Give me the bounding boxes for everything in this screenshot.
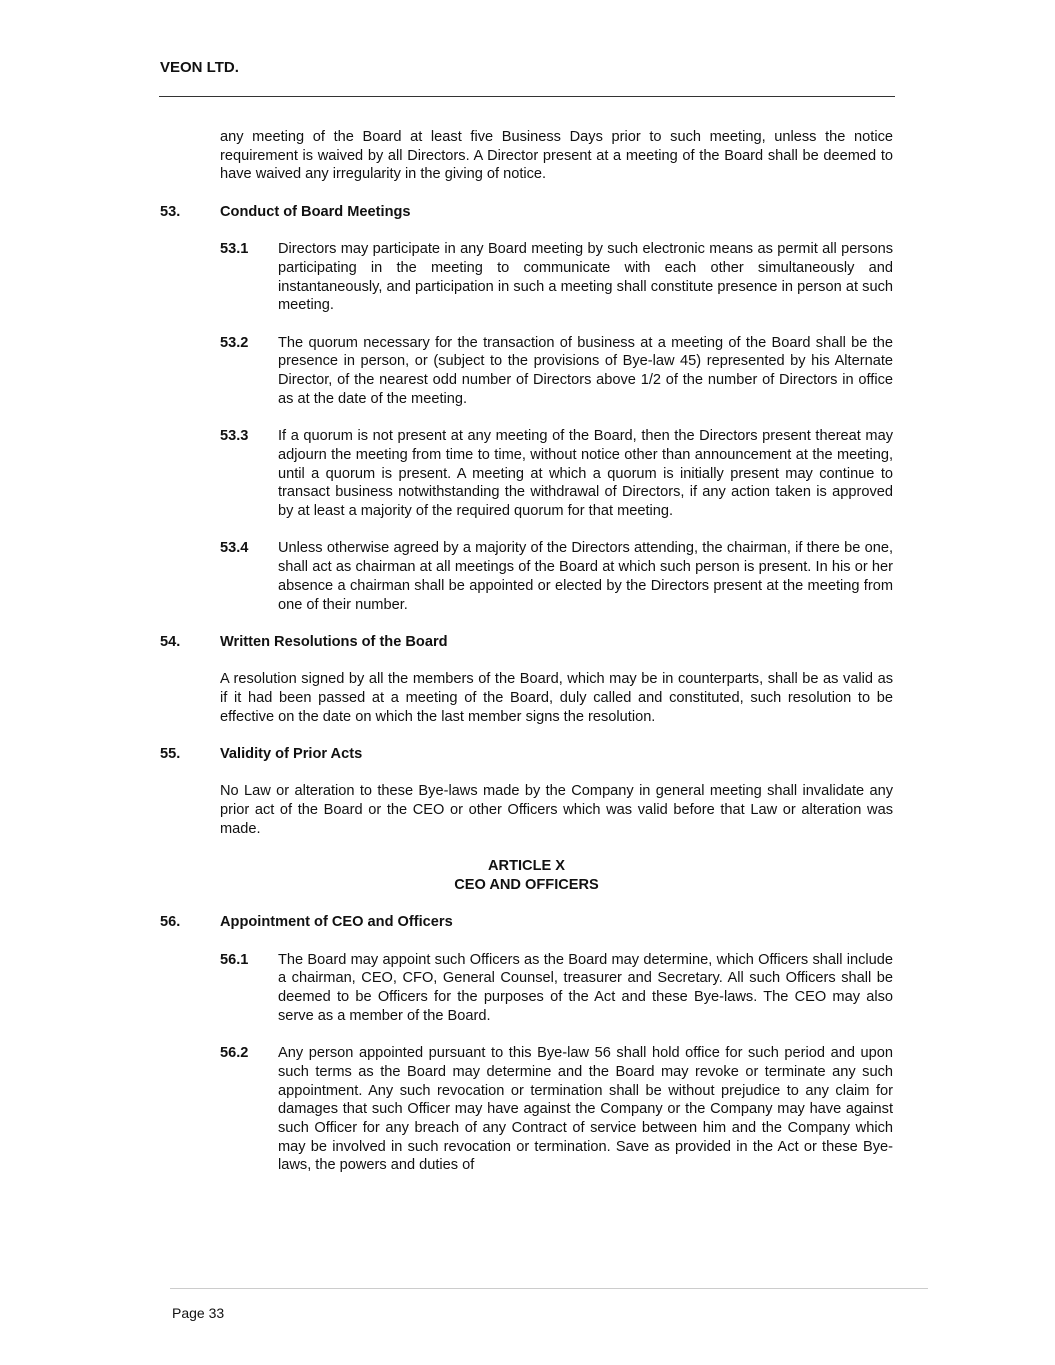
section-number: 54.: [160, 633, 181, 650]
clause-53-4: [220, 539, 893, 614]
clause-56-2: [220, 1044, 893, 1175]
clause-text: Any person appointed pursuant to this Bye-law 56 shall hold office for such period and upon such terms as the Board may determine and the Board may revoke or terminate any such appointment. Any such revocation or termination shall be without prejudice to any claim for damages that such Officer may have against the Company or the Company may have against such Officer for any breach of any Contract of service between him and the Company which may be involved in such revocation or termination. Save as provided in the Act or these Bye-laws, the powers and duties of: [278, 1045, 893, 1174]
footer-divider: [170, 1288, 928, 1289]
clause-text: Unless otherwise agreed by a majority of the Directors attending, the chairman, if there be one, shall act as chairman at all meetings of the Board at which such person is present. In his or her absence a chairman shall be appointed or elected by the Directors present at the meeting from one of their number.: [278, 540, 893, 613]
section-54-text: A resolution signed by all the members of the Board, which may be in counterparts, shall be as valid as if it had been passed at a meeting of the Board, duly called and constituted, such resolution to be effective on the date on which the last member signs the resolution.: [220, 671, 893, 725]
section-heading-56: [160, 913, 893, 932]
section-title: Written Resolutions of the Board: [220, 633, 448, 650]
clause-number: 53.1: [220, 241, 249, 258]
clause-number: 56.1: [220, 951, 249, 968]
section-number: 55.: [160, 746, 181, 763]
section-title: Appointment of CEO and Officers: [220, 914, 453, 931]
clause-number: 53.4: [220, 540, 249, 557]
clause-56-1: [220, 951, 893, 1026]
intro-paragraph: any meeting of the Board at least five Business Days prior to such meeting, unless the notice requirement is waived by all Directors. A Director present at a meeting of the Board shall be deemed to have waived any irregularity in the giving of notice.: [220, 129, 893, 183]
section-55-text: No Law or alteration to these Bye-laws made by the Company in general meeting shall invalidate any prior act of the Board or the CEO or other Officers which was valid before that Law or alteration was made.: [220, 783, 893, 837]
clause-text: If a quorum is not present at any meeting of the Board, then the Directors present thereat may adjourn the meeting from time to time, without notice other than announcement at the meeting, until a quorum is present. A meeting at which a quorum is initially present may continue to transact business notwithstanding the withdrawal of Directors, if any action taken is approved by at least a majority of the required quorum for that meeting.: [278, 428, 893, 519]
clause-53-1: [220, 240, 893, 315]
section-title: Validity of Prior Acts: [220, 746, 363, 763]
document-body: [160, 128, 893, 1194]
article-heading: [160, 857, 893, 894]
page-number: Page 33: [172, 1305, 225, 1321]
section-heading-55: [160, 745, 893, 764]
article-number: ARTICLE X: [487, 858, 566, 875]
clause-53-3: [220, 427, 893, 521]
clause-53-2: [220, 334, 893, 409]
clause-text: The Board may appoint such Officers as the Board may determine, which Officers shall include a chairman, CEO, CFO, General Counsel, treasurer and Secretary. All such Officers shall be deemed to be Officers for the purposes of the Act and these Bye-laws. The CEO may also serve as a member of the Board.: [278, 951, 893, 1024]
clause-number: 53.3: [220, 428, 249, 445]
clause-text: The quorum necessary for the transaction of business at a meeting of the Board shall be the presence in person, or (subject to the provisions of Bye-law 45) represented by his Alternate Director, of the nearest odd number of Directors above 1/2 of the number of Directors in office as at the date of the meeting.: [278, 334, 893, 407]
section-heading-53: [160, 203, 893, 222]
section-number: 56.: [160, 914, 181, 931]
header-divider: [159, 96, 895, 97]
section-heading-54: [160, 633, 893, 652]
clause-number: 53.2: [220, 334, 249, 351]
section-number: 53.: [160, 203, 181, 220]
clause-number: 56.2: [220, 1045, 249, 1062]
clause-text: Directors may participate in any Board meeting by such electronic means as permit all persons participating in the meeting to communicate with each other simultaneously and instantaneously, and participation in such a meeting shall constitute presence in person at such meeting.: [278, 241, 893, 314]
article-title: CEO AND OFFICERS: [454, 876, 599, 893]
section-title: Conduct of Board Meetings: [220, 203, 411, 220]
header-company: VEON LTD.: [160, 59, 239, 76]
